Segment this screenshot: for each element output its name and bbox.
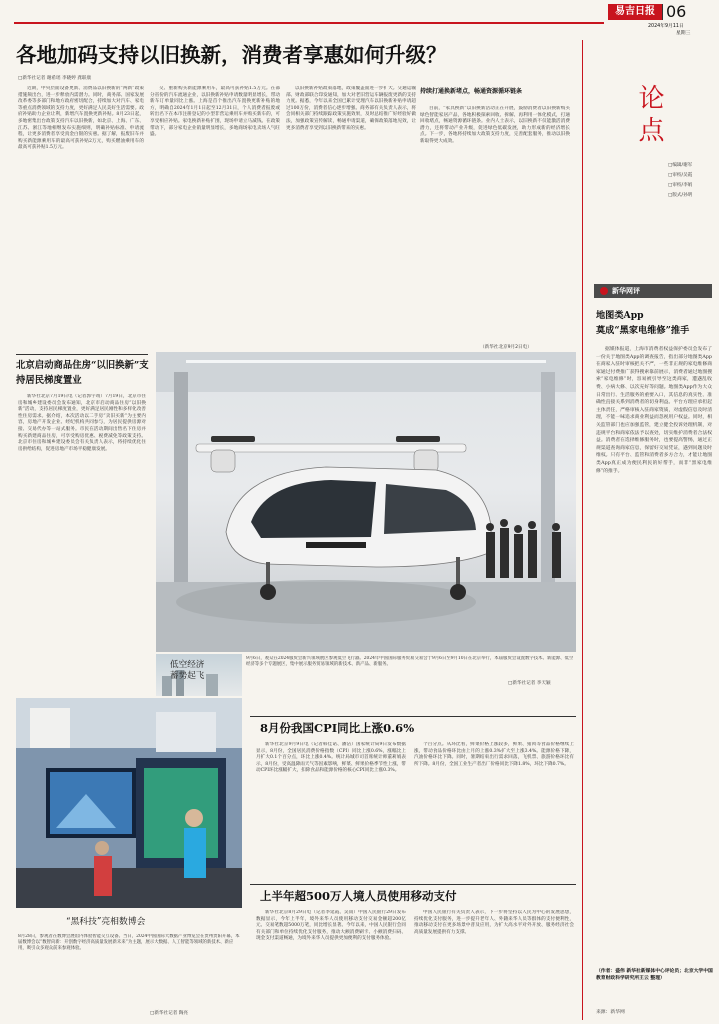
lead-col2: 交、重新购买新能源乘用车，最高可获补贴1.5万元。在部分省份的汽车流通企业，以旧换新补贴申请数量明显增长，带动新车订单量同比上涨。上海是首个推出汽车置换更新补贴的地方，明确自2024年1月1日起至12月31日，个人消费者报废或转出名下在本市注册登记的小型非营运乘用车并购买新车的，可享受相应补贴。家电换新补贴扩围，现场申请立马减钱。在政策带动下，部分家电企业销量明显增长，多地商场家电卖场人气旺盛。 bbox=[150, 86, 280, 138]
beijing-body: 新华社北京7月19日电（记者郭宇靖）7月19日，北京市住房和城乡建设委员会发布通知，北京市启动商品住房“以旧换新”活动，支持居民梯度置业，更好满足居民刚性和多样化改善性住房需求。据介绍，本次活动以二手房“卖旧买新”为主要内容，房地产开发企业、经纪机构共同参与，为居民提供房源对接、交易代办等一站式服务。市民在活动期间出售名下住房并购买新建商品住房，可享受购房优惠、税费减免等政策支持。北京市住房和城乡建设委员会有关负责人表示，将持续优化住房供给结构，促进房地产市场平稳健康发展。 bbox=[18, 394, 146, 452]
mobile-title: 上半年超500万人境人员使用移动支付 bbox=[260, 889, 457, 903]
evtol-aircraft-illustration bbox=[156, 352, 576, 652]
comment-meta-layout: □版式/孙明 bbox=[668, 193, 693, 198]
sci-caption: 8月28日，参观者在数博会展馆内体验智能交互设备。当日，2024中国国际大数据产业博览会在贵州贵阳开幕，本届数博会以“数智向新：开创数字经济高质量发展新未来”为主题，展示大数据、人工智能等领域的新技术、新应用，吸引众多观众前来参观体验。 bbox=[18, 934, 240, 952]
comment-meta-reviewer1: □审校/吴霞 bbox=[668, 173, 693, 178]
issue-weekday: 星期三 bbox=[676, 31, 691, 36]
comment-title: 地图类App 莫成“黑家电维修”推手 bbox=[596, 310, 690, 336]
comment-meta-reviewer2: □审校/李娟 bbox=[668, 183, 693, 188]
lead-end-note: （新华社北京9月2日电） bbox=[480, 345, 532, 350]
expo-booth-illustration bbox=[16, 698, 242, 908]
comment-tag-icon bbox=[600, 287, 608, 295]
cpi-col2: 个百分点。从环比看，鲜菜价格上涨较多，鲜果、猪肉等食品价格继续上涨，带动食品价格环比由上月的上涨0.3%扩大至上涨3.4%。能源价格下降，汽油价格环比下降。同时，暑期结束出行需求回落，飞机票、旅游价格环比有所下降。8月份，全国工业生产者出厂价格同比下降1.8%，环比下降0.7%。 bbox=[414, 742, 574, 767]
main-photo-caption: 9月6日，观众在2024服贸会新兴领域展区参观低空飞行器。2024年中国国际服务贸易交易会于9月6日至9月10日在北京举行，本届服贸会设置数字技术、新能源、低空经济等多个专题展区，集中展示服务贸易领域的新技术、新产品、新服务。 bbox=[246, 656, 574, 668]
low-altitude-overlay: 低空经济 蓄势起飞 bbox=[170, 660, 205, 681]
main-photo-credit: □新华社记者 李天颖 bbox=[508, 681, 551, 686]
comment-tag: 新华网评 bbox=[612, 287, 640, 295]
beijing-title: 北京启动商品住房“以旧换新”支持居民梯度置业 bbox=[16, 360, 149, 386]
lead-col1: 近期，中央层面设备更新、消费品以旧换新的“两新”政策措施频出台，进一步释放内需潜力。同时，商务部、国家发展改革委等多部门和地方政府密切配合，持续加大对汽车、家电等重点消费领域的支持力度，更好满足人民美好生活需要。政府补贴助力企业让利，新增汽车置换更新补贴。8月23日起，多地密集出台政策支持汽车以旧换新，如北京、上海、广东、江苏、浙江等地相继发布实施细则，明确补贴标准、申请流程，让更多消费者享受真金白银的实惠。据了解，报废旧车并购买新能源乘用车的最高可获补贴2万元，购买燃油乘用车的最高可获补贴1.5万元。 bbox=[18, 86, 144, 151]
comment-source: 来源：新华网 bbox=[596, 1010, 625, 1015]
cpi-title: 8月份我国CPI同比上涨0.6% bbox=[260, 721, 415, 735]
sci-title: “黑科技”亮相数博会 bbox=[66, 917, 146, 927]
lead-col4: 目前，“家具换新”以旧换新活动正在开展，鼓励消费者以旧换新购买绿色智能家居产品，各地积极探索回收、拆解、再利用一体化模式，打通回收堵点，畅通资源循环链条。业内人士表示，以旧换新不仅能激活消费潜力，还将带动产业升级，促进绿色低碳发展，助力形成新的经济增长点。下一步，各地将持续加大政策支持力度，完善配套服务，推动以旧换新取得更大成效。 bbox=[420, 106, 570, 144]
comment-body: 据媒体报道，上海市消费者权益保护委员会发布了一份关于地图类App的调查报告，指出部分地图类App在商家入驻时审核把关不严，一些非正规的家电维修商家通过付费推广获得搜索靠前展示，消费者通过地图搜索“家电维修”时，容易被引导至这类商家，遭遇乱收费、小病大修、以次充好等问题。地图类App作为大众日常出行、生活服务的重要入口，其信息的真实性、准确性直接关系到消费者的切身利益。平台方理应承担起主体责任，严格审核入驻商家资质，对虚假信息及时清理，不能一味追求商业利益而忽视用户权益。同时，相关监管部门也应加强监管，建立健全投诉处理机制，对违规平台和商家依法予以查处，切实维护消费者合法权益。消费者在选择维修服务时，也要提高警惕，通过正规渠道查询商家信息，保留好交易凭证，遇到问题及时维权。只有平台、监管和消费者多方合力，才能让地图类App真正成为便民利民的好帮手，而非“黑家电维修”的推手。 bbox=[596, 347, 712, 474]
comment-tag-box bbox=[594, 284, 712, 298]
lead-col3: 以旧换新补贴政策落地，政策覆盖面进一步扩大。交通运输部、财政部联合印发通知，加大对老旧营运车辆报废更新的支持力度。据悉，今年以来全国已累计受理汽车以旧换新补贴申请超过100万份，消费者信心逐步增强。商务部有关负责人表示，将会同相关部门持续跟踪政策实施效果，及时总结推广好经验好做法，加强政策宣传解读，畅通申请渠道，确保政策落地见效，让更多消费者享受到以旧换新带来的实惠。 bbox=[286, 86, 416, 131]
issue-date: 2024年9月11日 bbox=[648, 24, 684, 29]
comment-label: 论点 bbox=[634, 84, 664, 148]
comment-meta-editor: □编辑/谢军 bbox=[668, 163, 693, 168]
cpi-col1: 新华社北京9月9日电（记者韩佳诺、潘洁）国家统计局9日发布数据显示，8月份，全国居民消费价格指数（CPI）同比上涨0.6%，涨幅比上月扩大0.1个百分点，环比上涨0.4%。统计局城市司首席统计师董莉娟表示，8月份，受高温降雨天气等因素影响，鲜菜、鲜果价格季节性上涨，带动CPI环比涨幅扩大，扣除食品和能源价格的核心CPI同比上涨0.3%。 bbox=[256, 742, 406, 774]
mobile-col1: 新华社北京8月29日电（记者李延霞、吴雨）中国人民银行29日发布数据显示，今年上半年，境外来华人员使用移动支付交易金额超200亿元、交易笔数超5000万笔，同比增长显著。今年以来，中国人民银行会同有关部门和单位持续优化支付服务，推动大额消费刷卡、小额消费扫码、现金支付渠道畅通，为境外来华人员提供更加便利的支付服务体验。 bbox=[256, 910, 406, 942]
comment-author: （作者：盛伟 新华社新媒体中心评论员；北京大学中国教育财政科学研究所王云 整理） bbox=[596, 968, 713, 981]
lead-title: 各地加码支持以旧换新，消费者享惠如何升级？ bbox=[16, 43, 447, 67]
mobile-col2: 中国人民银行有关负责人表示，下一步将坚持以人民为中心的发展思想，持续优化支付服务，进一步提升老年人、外籍来华人员等群体的支付便利性，推动移动支付在更多场景中普及应用，为扩大高水平对外开放、服务经济社会高质量发展提供有力支撑。 bbox=[414, 910, 574, 935]
masthead-logo: 易吉日报 bbox=[608, 4, 662, 20]
main-photo bbox=[156, 352, 576, 652]
lead-col4-heading: 持续打通换新堵点，畅通资源循环链条 bbox=[420, 88, 523, 95]
lead-byline: □新华社记者 谢希瑶 李晓婷 龚联康 bbox=[18, 76, 92, 81]
expo-photo bbox=[16, 698, 242, 908]
page-number: 06 bbox=[666, 2, 687, 21]
sci-credit: □新华社记者 陶亮 bbox=[150, 1011, 188, 1016]
masthead bbox=[0, 0, 719, 34]
